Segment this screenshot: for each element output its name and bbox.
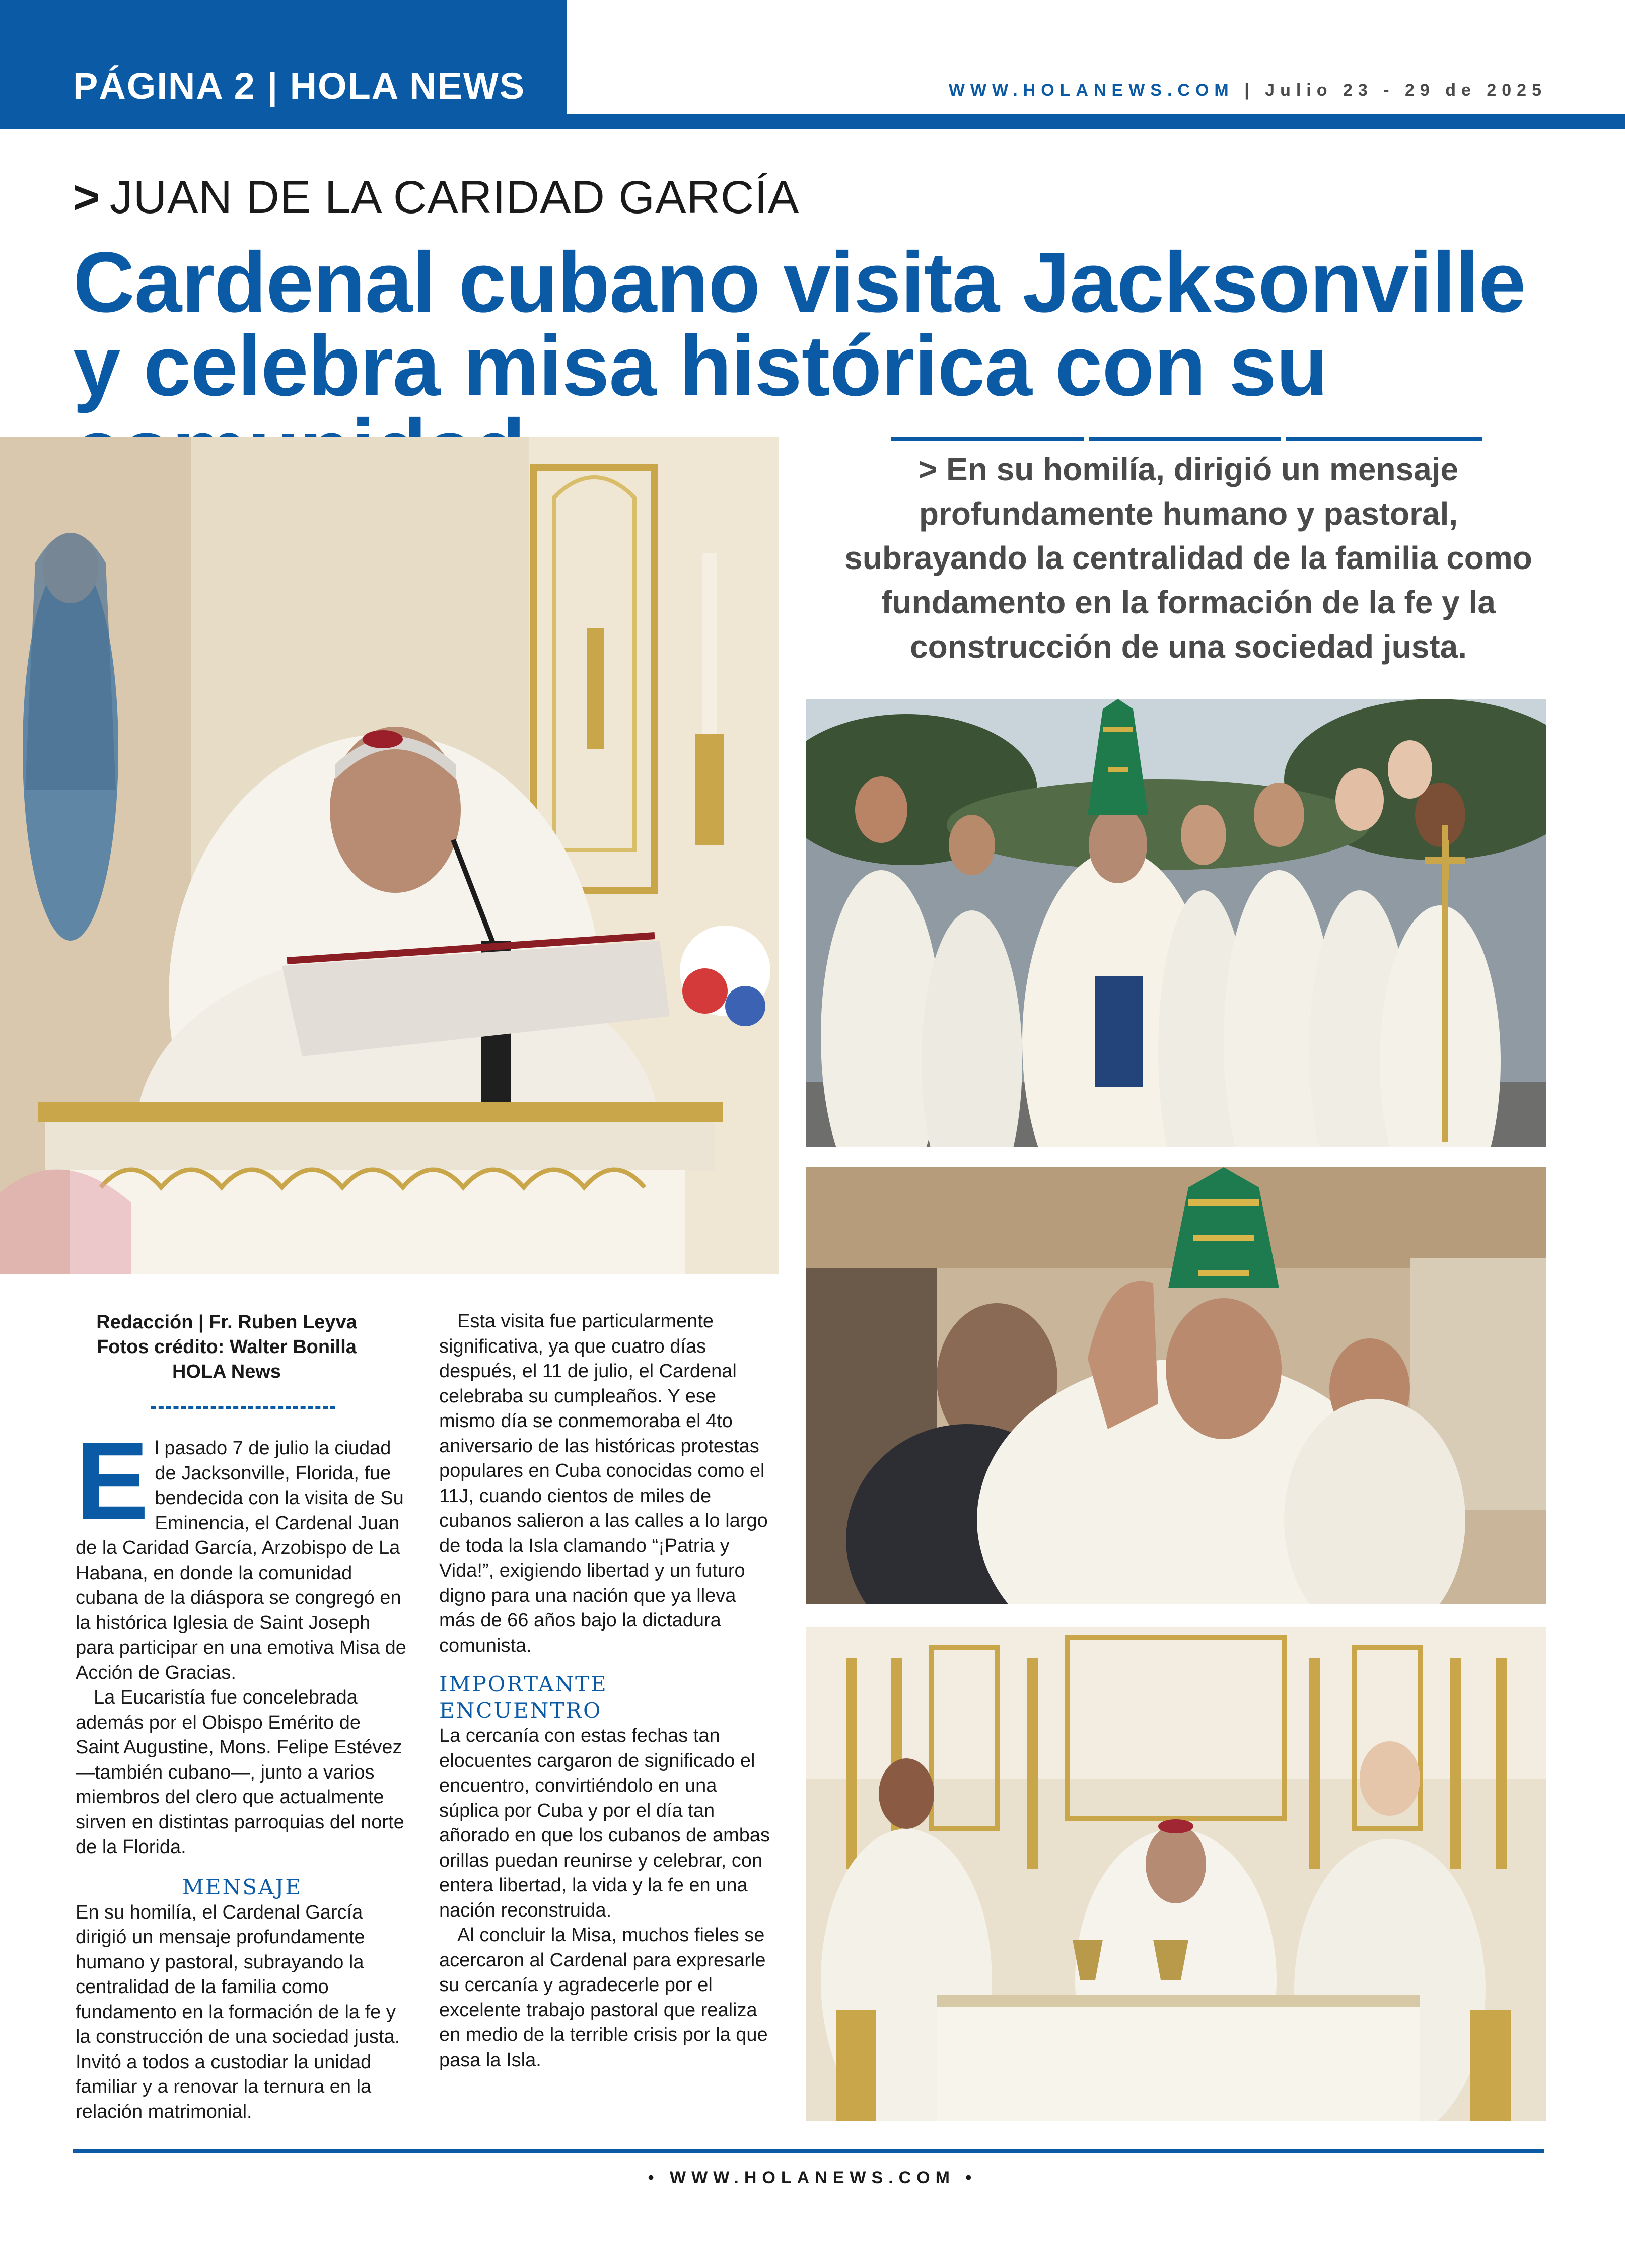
paragraph-text: l pasado 7 de julio la ciudad de Jacksonville, Florida, fue bendecida con la visita de Su Eminencia, el Cardenal Juan de la Caridad García, Arzobispo de La Habana, en donde la comunidad cubana de la diáspora se congregó en la histórica Iglesia de Saint Joseph para participar en una emotiva Misa de Acción de Gracias. [76, 1438, 406, 1683]
drop-cap: E [76, 1420, 149, 1542]
article-headline: Cardenal cubano visita Jacksonville y celebra misa histórica con su [73, 235, 1526, 414]
article-paragraph: Esta visita fue particularmente significativa, ya que cuatro días después, el 11 de julio, el Cardenal celebraba su cumpleaños. Y ese mismo día se conmemoraba el 4to aniversario de las históricas protestas populares en Cuba conocidas como el 11J, cuando cientos de miles de cubanos salieron a las calles a lo largo de toda la Isla clamando “¡Patria y Vida!”, exigiendo libertad y un futuro digno para una nación que ya lleva más de 66 años bajo la dictadura comunista. [439, 1311, 768, 1656]
subhead-mensaje: MENSAJE [182, 1874, 302, 1899]
chevron-right-icon: > [73, 172, 101, 223]
photo-clergy-group [806, 699, 1546, 1147]
article-paragraph: En su homilía, el Cardenal García dirigió un mensaje profundamente humano y pastoral, subrayando la centralidad de la familia como fundamento en la formación de la fe y la construcción de una sociedad justa. Invitó a todos a custodiar la unidad familiar y a renovar la ternura en la relación matrimonial. [76, 1901, 400, 2122]
byline-photo-credit: Fotos crédito: Walter Bonilla [97, 1336, 357, 1358]
photo-altar-mass [806, 1627, 1546, 2121]
article-paragraph: Al concluir la Misa, muchos fieles se acercaron al Cardenal para expresarle su cercanía y agradecerle por el excelente trabajo pastoral que realiza en medio de la terrible crisis por la que pasa la Isla. [439, 1925, 768, 2071]
pull-quote-rule [1286, 437, 1482, 441]
photo-cardinal-blessing [806, 1167, 1546, 1604]
article-column-2 [439, 1309, 772, 2073]
header-separator: | [1234, 81, 1265, 100]
byline-author: Redacción | Fr. Ruben Leyva [96, 1312, 357, 1333]
article-paragraph: La cercanía con estas fechas tan elocuentes cargaron de significado el encuentro, convirtiéndolo en una súplica por Cuba y por el día tan añorado en que los cubanos de ambas orillas puedan reunirse y celebrar, con entera libertad, la vida y la fe en una nación reconstruida. [439, 1725, 770, 1921]
kicker-text: JUAN DE LA CARIDAD GARCÍA [109, 172, 800, 223]
header-date: Julio 23 - 29 de 2025 [1265, 81, 1547, 100]
pull-quote-rule [891, 437, 1084, 441]
article-paragraph [76, 1420, 409, 1685]
article-column-1 [76, 1420, 409, 2124]
header-rule [0, 114, 1625, 129]
header-site-date [949, 81, 1547, 100]
page-label: PÁGINA 2 | HOLA NEWS [73, 65, 526, 107]
subhead-importante-encuentro: IMPORTANTE ENCUENTRO [439, 1672, 608, 1723]
pull-quote: > En su homilía, dirigió un mensaje profundamente humano y pastoral, subrayando la centralidad de la familia como fundamento en la formación de la fe y la construcción de una sociedad justa. [844, 451, 1532, 665]
footer-rule [73, 2149, 1544, 2153]
photo-cardinal-pulpit [0, 437, 779, 1274]
pull-quote-rule [1089, 437, 1281, 441]
footer-url[interactable]: • WWW.HOLANEWS.COM • [648, 2168, 977, 2187]
byline [76, 1310, 378, 1384]
header-url-link[interactable]: WWW.HOLANEWS.COM [948, 81, 1234, 100]
article-kicker [73, 171, 799, 224]
article-paragraph: La Eucaristía fue concelebrada además por el Obispo Emérito de Saint Augustine, Mons. Felipe Estévez —también cubano—, junto a varios miembros del clero que actualmente sirven en distintas parroquias del norte de la Florida. [76, 1687, 404, 1858]
byline-rule [151, 1406, 335, 1409]
byline-outlet: HOLA News [172, 1361, 281, 1382]
